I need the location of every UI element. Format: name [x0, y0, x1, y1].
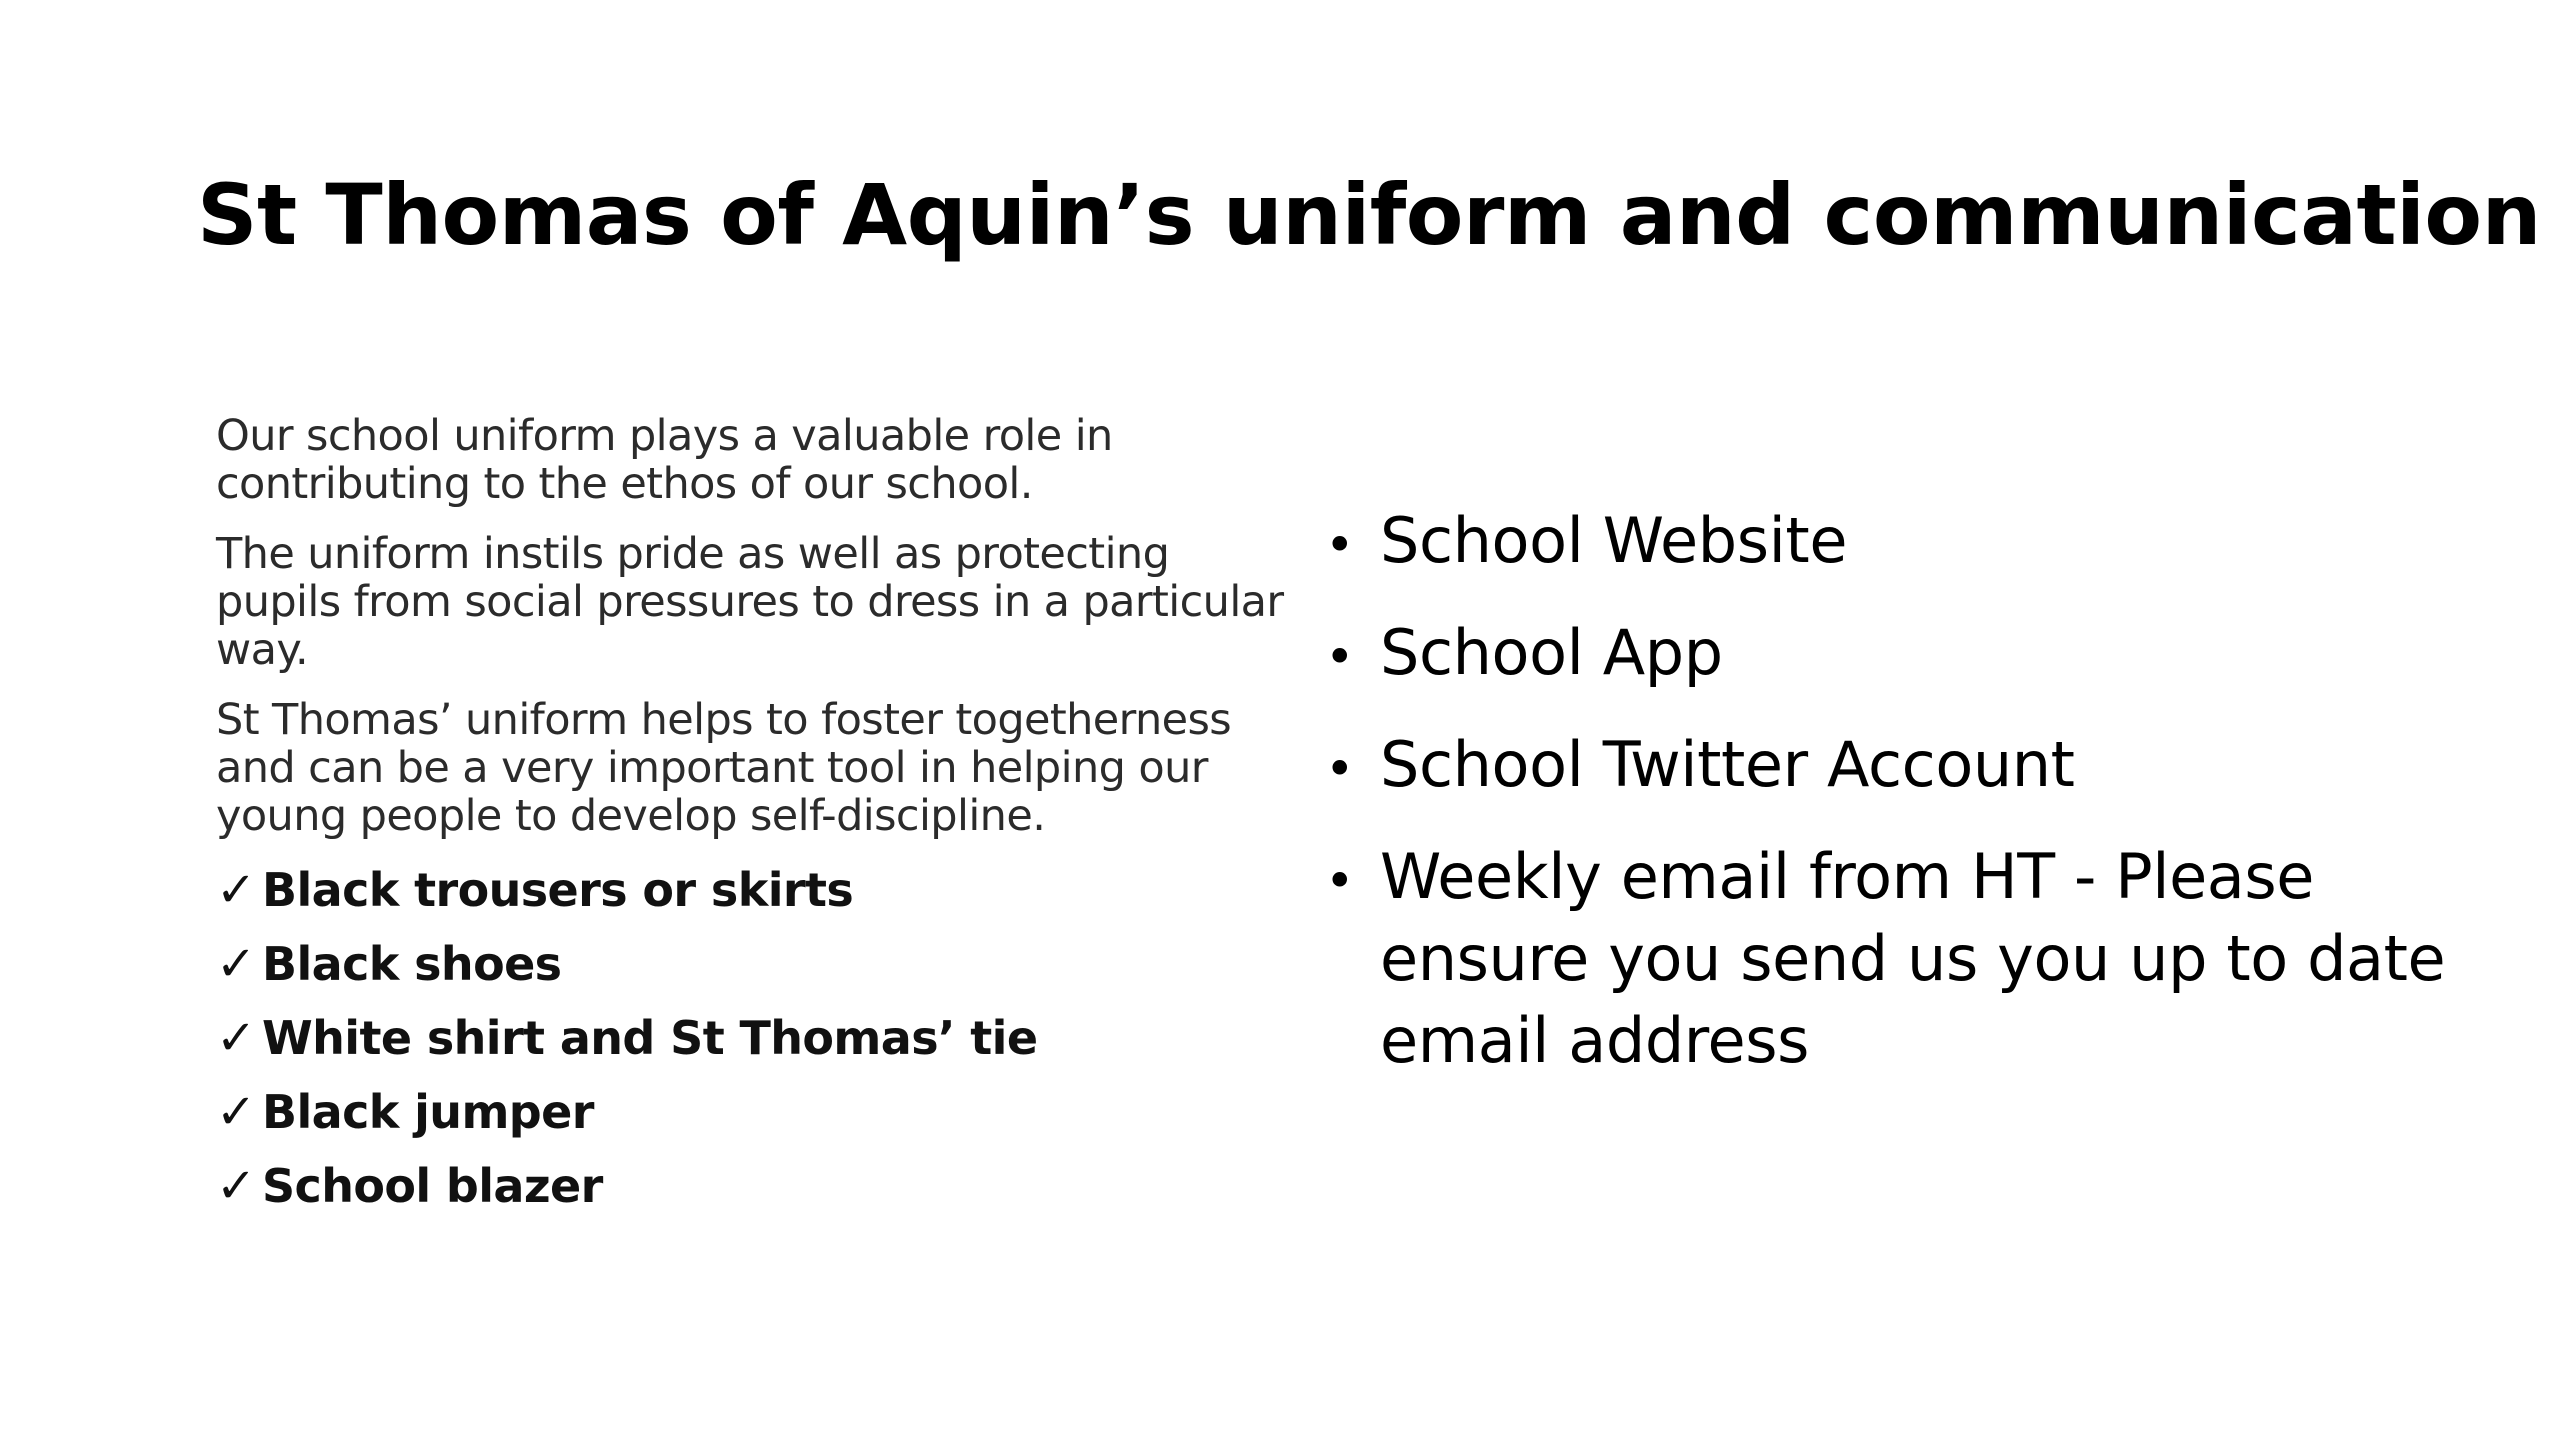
- bullet-dot-icon: •: [1325, 852, 1355, 910]
- bullet-dot-icon: •: [1325, 740, 1355, 798]
- uniform-paragraph: Our school uniform plays a valuable role in contributing to the ethos of our school.: [216, 411, 1113, 509]
- checklist-item: [216, 1158, 1296, 1232]
- communication-list: [1325, 500, 2475, 1082]
- uniform-paragraph: St Thomas’ uniform helps to foster togetherness and can be a very important tool in helping our young people to develop self-discipline.: [216, 695, 1232, 841]
- bullet-dot-icon: •: [1325, 628, 1355, 686]
- checklist-item-label: White shirt and St Thomas’ tie: [262, 1011, 1038, 1065]
- check-mark-icon: ✓: [216, 1084, 256, 1140]
- checklist-item-label: Black trousers or skirts: [262, 863, 854, 917]
- check-mark-icon: ✓: [216, 936, 256, 992]
- bullet-dot-icon: •: [1325, 516, 1355, 574]
- checklist-item: [216, 1010, 1296, 1084]
- checklist-item-label: Black jumper: [262, 1085, 594, 1139]
- uniform-paragraph: The uniform instils pride as well as protecting pupils from social pressures to dress in a particular way.: [216, 529, 1284, 675]
- checklist-item-label: School blazer: [262, 1159, 603, 1213]
- communication-item-label: School Twitter Account: [1380, 728, 2075, 801]
- communication-item: [1325, 724, 2475, 810]
- checklist-item: [216, 1084, 1296, 1158]
- communication-item: [1325, 836, 2475, 1082]
- checklist-item: [216, 936, 1296, 1010]
- communication-item-label: School App: [1380, 616, 1723, 689]
- check-mark-icon: ✓: [216, 1158, 256, 1214]
- communication-item-label: School Website: [1380, 504, 1848, 577]
- communication-section: [1325, 500, 2475, 1108]
- communication-item: [1325, 500, 2475, 586]
- uniform-checklist: [216, 862, 1296, 1232]
- uniform-section: [216, 412, 1296, 1232]
- check-mark-icon: ✓: [216, 1010, 256, 1066]
- slide-title: St Thomas of Aquin’s uniform and communication: [197, 166, 2541, 264]
- checklist-item-label: Black shoes: [262, 937, 562, 991]
- check-mark-icon: ✓: [216, 862, 256, 918]
- communication-item: [1325, 612, 2475, 698]
- checklist-item: [216, 862, 1296, 936]
- communication-item-label: Weekly email from HT - Please ensure you send us you up to date email address: [1380, 840, 2446, 1077]
